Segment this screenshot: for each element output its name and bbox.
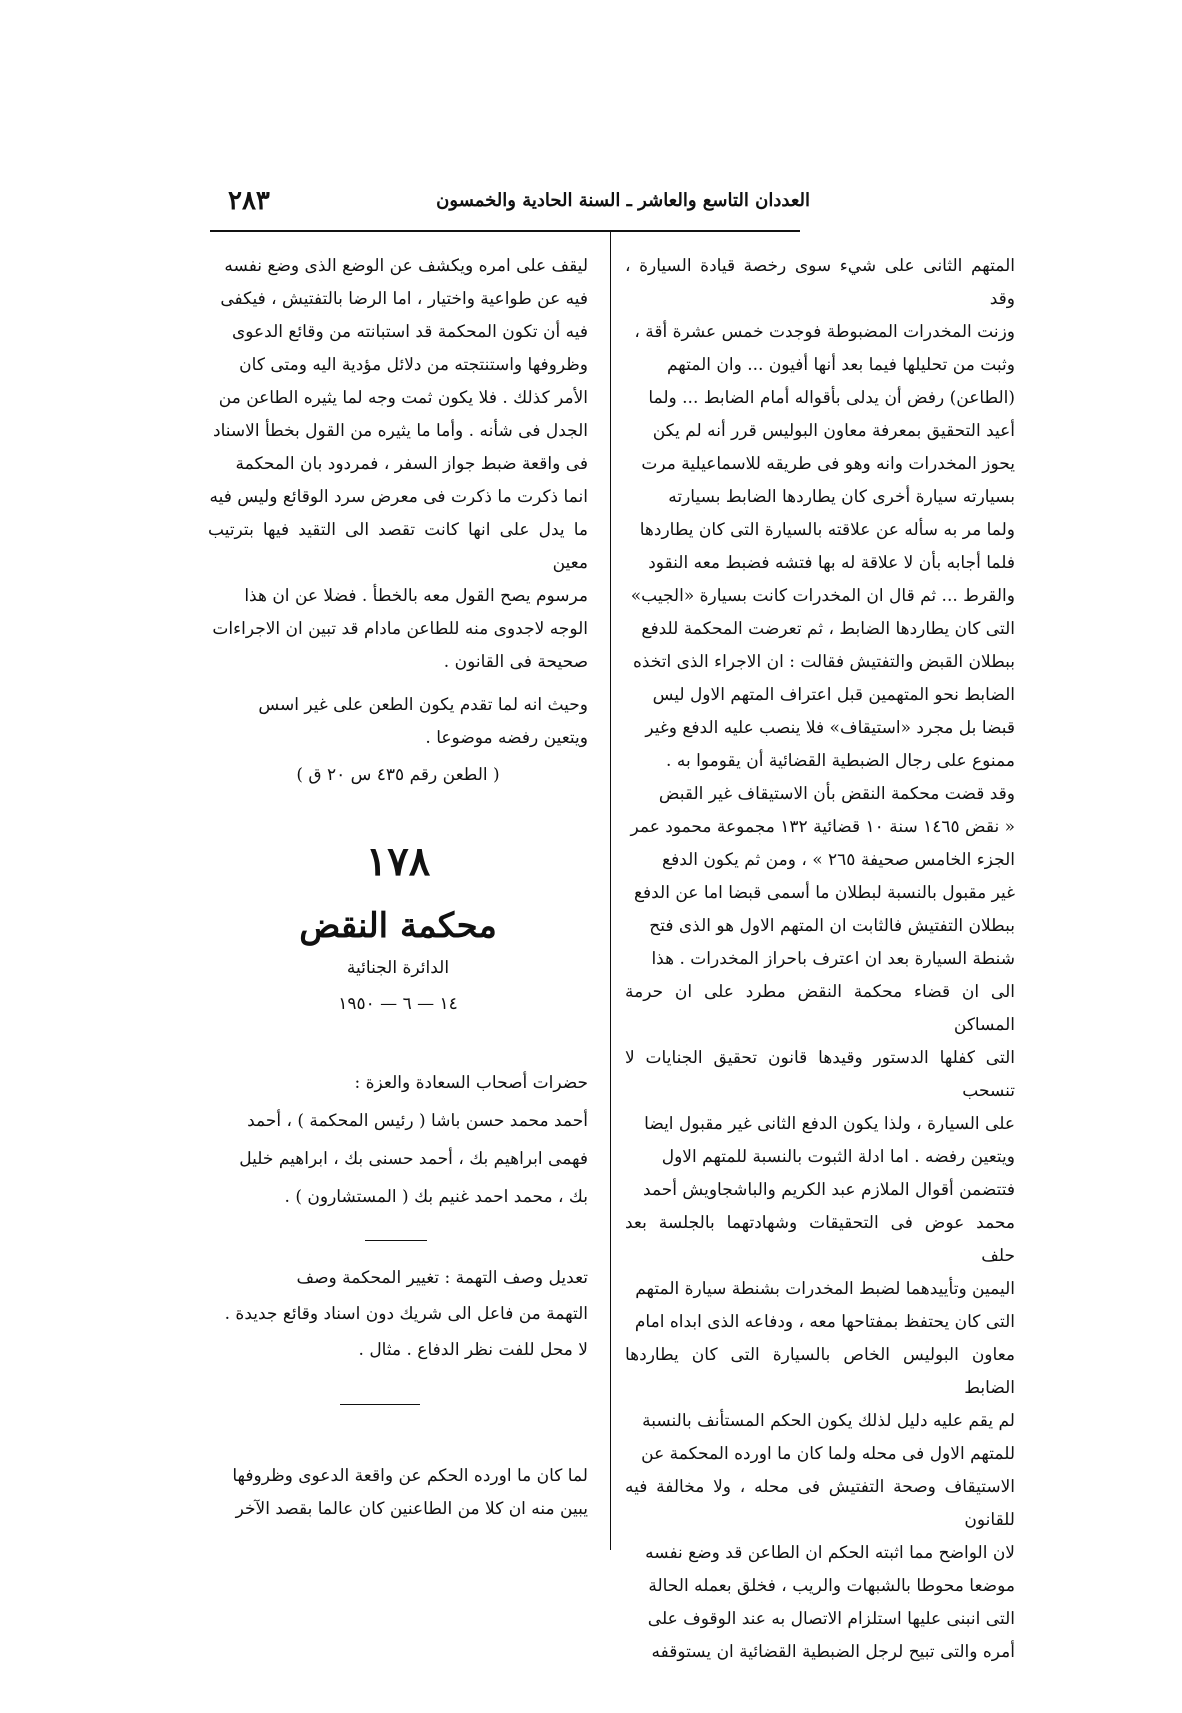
text-line: غير مقبول بالنسبة لبطلان ما أسمى قبضا اما عن الدفع (633, 883, 1015, 903)
page-number: ٢٨٣ (228, 186, 270, 216)
column-divider (610, 232, 611, 1550)
right-column (625, 250, 1015, 1669)
text-line: الجزء الخامس صحيفة ٢٦٥ » ، ومن ثم يكون الدفع (662, 850, 1015, 870)
case-date: ١٤ — ٦ — ١٩٥٠ (338, 994, 458, 1014)
text-line: فهمى ابراهيم بك ، أحمد حسنى بك ، ابراهيم خليل (239, 1149, 588, 1169)
text-line: التى انبنى عليها استلزام الاتصال به عند الوقوف على (647, 1609, 1015, 1629)
text-line: وظروفها واستنتجته من دلائل مؤدية اليه ومتى كان (239, 355, 588, 375)
page-header (210, 186, 810, 226)
text-line: ولما مر به سأله عن علاقته بالسيارة التى كان يطاردها (639, 520, 1015, 540)
text-line: اليمين وتأييدهما لضبط المخدرات بشنطة سيارة المتهم (635, 1279, 1015, 1299)
text-line: وحيث انه لما تقدم يكون الطعن على غير اسس (258, 695, 588, 715)
text-line: التى كان يطاردها الضابط ، ثم تعرضت المحكمة للدفع (641, 619, 1015, 639)
text-line: لان الواضح مما اثبته الحكم ان الطاعن قد وضع نفسه (645, 1543, 1015, 1563)
text-line: معاون البوليس الخاص بالسيارة التى كان يطاردها الضابط (625, 1345, 1015, 1398)
text-line: صحيحة فى القانون . (443, 652, 588, 672)
text-line: الضابط نحو المتهمين قبل اعتراف المتهم الاول ليس (652, 685, 1015, 705)
header-rule (210, 230, 800, 232)
text-line: الوجه لاجدوى منه للطاعن مادام قد تبين ان الاجراءات (212, 619, 588, 639)
text-line: موضعا محوطا بالشبهات والريب ، فخلق بعمله الحالة (648, 1576, 1015, 1596)
text-line: الجدل فى شأنه . وأما ما يثيره من القول بخطأ الاسناد (213, 421, 588, 441)
text-line: تعديل وصف التهمة : تغيير المحكمة وصف (296, 1268, 588, 1288)
left-column-top (208, 250, 588, 792)
text-line: ما يدل على انها كانت تقصد الى التقيد فيها بترتيب معين (208, 520, 588, 573)
case-citation: ( الطعن رقم ٤٣٥ س ٢٠ ق ) (296, 765, 500, 785)
text-line: فى واقعة ضبط جواز السفر ، فمردود بان المحكمة (235, 454, 588, 474)
text-line: شنطة السيارة بعد ان اعترف باحراز المخدرات . هذا (651, 949, 1015, 969)
text-line: المتهم الثانى على شيء سوى رخصة قيادة السيارة ، وقد (625, 256, 1015, 309)
text-line: التى كان يحتفظ بمفتاحها معه ، ودفاعه الذى ابداه امام (634, 1312, 1015, 1332)
text-line: انما ذكرت ما ذكرت فى معرض سرد الوقائع وليس فيه (209, 487, 588, 507)
text-line: للمتهم الاول فى محله ولما كان ما اورده المحكمة عن (641, 1444, 1015, 1464)
text-line: يبين منه ان كلا من الطاعنين كان عالما بقصد الآخر (235, 1499, 588, 1519)
text-line: أحمد محمد حسن باشا ( رئيس المحكمة ) ، أحمد (247, 1111, 588, 1131)
text-line: بك ، محمد احمد غنيم بك ( المستشارون ) . (284, 1187, 588, 1207)
text-line: لما كان ما اورده الحكم عن واقعة الدعوى وظروفها (232, 1466, 588, 1486)
text-line: فيه أن تكون المحكمة قد استبانته من وقائع الدعوى (231, 322, 588, 342)
text-line: أعيد التحقيق بمعرفة معاون البوليس قرر أنه لم يكن (652, 421, 1015, 441)
text-line: أمره والتى تبيح لرجل الضبطية القضائية ان يستوقفه (651, 1642, 1015, 1662)
text-line: ويتعين رفضه موضوعا . (425, 728, 588, 748)
text-line: الاستيقاف وصحة التفتيش فى محله ، ولا مخالفة فيه للقانون (625, 1477, 1015, 1530)
court-name: محكمة النقض (299, 906, 497, 946)
text-line: التى كفلها الدستور وقيدها قانون تحقيق الجنايات لا تنسحب (625, 1048, 1015, 1101)
text-line: وقد قضت محكمة النقض بأن الاستيقاف غير القبض (658, 784, 1015, 804)
left-column-bottom (208, 1460, 588, 1526)
text-line: (الطاعن) رفض أن يدلى بأقواله أمام الضابط ... ولما (648, 388, 1015, 408)
divider (340, 1404, 420, 1405)
text-line: على السيارة ، ولذا يكون الدفع الثانى غير مقبول ايضا (644, 1114, 1015, 1134)
text-line: ممنوع على رجال الضبطية القضائية أن يقوموا به . (666, 751, 1015, 771)
text-line: الأمر كذلك . فلا يكون ثمت وجه لما يثيره الطاعن من (218, 388, 588, 408)
circuit-name: الدائرة الجنائية (346, 958, 450, 978)
text-line: بسيارته سيارة أخرى كان يطاردها الضابط بسيارته (668, 487, 1015, 507)
text-line: ويتعين رفضه . اما ادلة الثبوت بالنسبة للمتهم الاول (661, 1147, 1015, 1167)
divider (365, 1240, 427, 1241)
text-line: فتتضمن أقوال الملازم عبد الكريم والباشجاويش أحمد (643, 1180, 1015, 1200)
text-line: الى ان قضاء محكمة النقض مطرد على ان حرمة المساكن (625, 982, 1015, 1035)
text-line: والقرط ... ثم قال ان المخدرات كانت بسيارة «الجيب» (630, 586, 1015, 606)
text-line: وزنت المخدرات المضبوطة فوجدت خمس عشرة أقة ، (634, 322, 1015, 342)
text-line: لا محل للفت نظر الدفاع . مثال . (358, 1340, 588, 1360)
text-line: ليقف على امره ويكشف عن الوضع الذى وضع نفسه (224, 256, 588, 276)
text-line: ببطلان التفتيش فالثابت ان المتهم الاول هو الذى فتح (649, 916, 1015, 936)
text-line: حضرات أصحاب السعادة والعزة : (354, 1073, 588, 1093)
text-line: وثبت من تحليلها فيما بعد أنها أفيون ... وان المتهم (666, 355, 1015, 375)
attendees (208, 1064, 588, 1216)
text-line: التهمة من فاعل الى شريك دون اسناد وقائع جديدة . (224, 1304, 588, 1324)
text-line: لم يقم عليه دليل لذلك يكون الحكم المستأنف بالنسبة (642, 1411, 1015, 1431)
text-line: فلما أجابه بأن لا علاقة له بها فتشه فضبط معه النقود (648, 553, 1015, 573)
text-line: يحوز المخدرات وانه وهو فى طريقه للاسماعيلية مرت (641, 454, 1015, 474)
text-line: محمد عوض فى التحقيقات وشهادتهما بالجلسة بعد حلف (625, 1213, 1015, 1266)
headnote (208, 1260, 588, 1368)
text-line: مرسوم يصح القول معه بالخطأ . فضلا عن ان هذا (244, 586, 588, 606)
text-line: ببطلان القبض والتفتيش فقالت : ان الاجراء الذى اتخذه (632, 652, 1015, 672)
text-line: « نقض ١٤٦٥ سنة ١٠ قضائية ١٣٢ مجموعة محمود عمر (630, 817, 1015, 837)
case-number: ١٧٨ (365, 838, 431, 885)
running-head: العددان التاسع والعاشر ـ السنة الحادية والخمسون (436, 190, 810, 211)
text-line: فيه عن طواعية واختيار ، اما الرضا بالتفتيش ، فيكفى (220, 289, 588, 309)
text-line: قبضا بل مجرد «استيقاف» فلا ينصب عليه الدفع وغير (645, 718, 1015, 738)
